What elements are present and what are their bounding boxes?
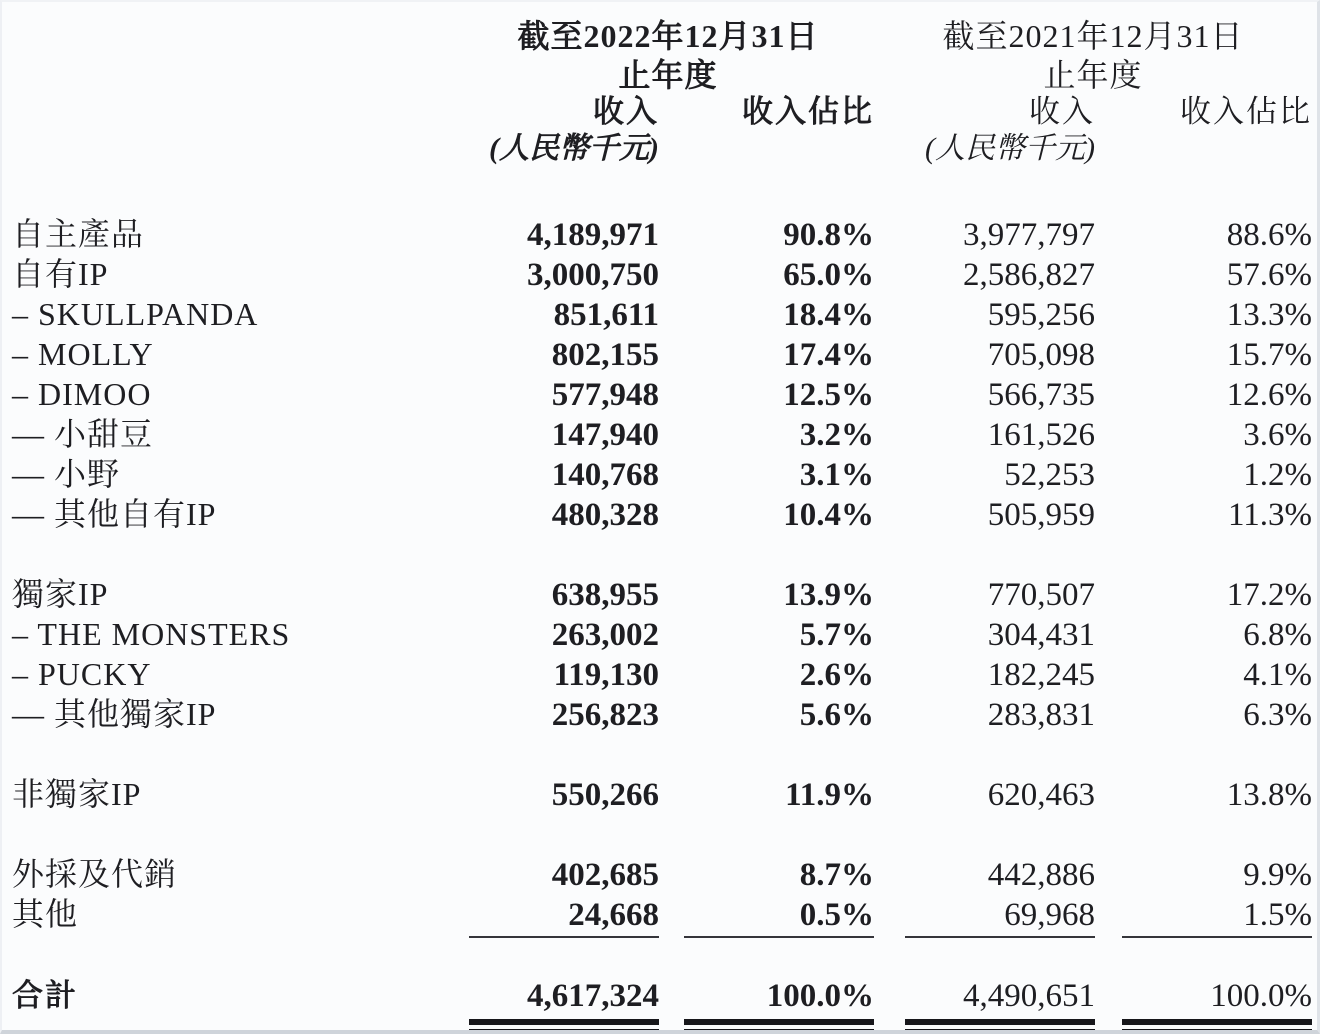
- unit-label-2022: (人民幣千元): [489, 132, 659, 165]
- total-share-2021: 100.0%: [1210, 978, 1312, 1014]
- revenue-2021-value: 283,831: [987, 697, 1095, 733]
- revenue-2022-value: 119,130: [553, 657, 659, 693]
- share-2021-value: 17.2%: [1226, 577, 1312, 613]
- revenue-2021-value: 304,431: [987, 617, 1095, 653]
- revenue-2021-value: 770,507: [987, 577, 1095, 613]
- share-2021-value: 4.1%: [1243, 657, 1312, 693]
- share-2021-value: 6.8%: [1243, 617, 1312, 653]
- share-2021-value: 57.6%: [1226, 257, 1312, 293]
- revenue-2022-value: 550,266: [551, 777, 659, 813]
- revenue-2022-value: 3,000,750: [527, 257, 659, 293]
- header-spacer: [12, 16, 462, 56]
- share-2021-value: 6.3%: [1243, 697, 1312, 733]
- share-2022-value: 13.9%: [783, 577, 874, 613]
- table-row: [12, 774, 1312, 814]
- revenue-2022-value: 24,668: [568, 897, 659, 933]
- share-2021-value: 1.5%: [1243, 897, 1312, 933]
- share-2022-value: 11.9%: [785, 777, 874, 813]
- share-2021-value: 1.2%: [1243, 457, 1312, 493]
- total-row: [12, 976, 1312, 1016]
- table-row: [12, 694, 1312, 734]
- revenue-2021-value: 2,586,827: [963, 257, 1095, 293]
- revenue-2022-value: 140,768: [551, 457, 659, 493]
- table-header-period-row: [12, 16, 1307, 56]
- revenue-2021-value: 52,253: [1004, 457, 1095, 493]
- revenue-2022-value: 263,002: [551, 617, 659, 653]
- table-row: [12, 494, 1312, 534]
- table-row: [12, 414, 1312, 454]
- revenue-2022-value: 802,155: [551, 337, 659, 373]
- subtotal-rule-row: [12, 934, 1307, 942]
- table-row: [12, 894, 1312, 934]
- header-body-gap: [12, 168, 1307, 214]
- rule-share-2021: [1122, 936, 1312, 938]
- revenue-2021-value: 3,977,797: [963, 217, 1095, 253]
- revenue-2021-value: 69,968: [1004, 897, 1095, 933]
- share-2022-value: 5.7%: [799, 617, 874, 653]
- table-row: [12, 654, 1312, 694]
- row-label: – PUCKY: [12, 656, 152, 692]
- row-label: — 小野: [12, 456, 121, 492]
- total-revenue-2022: 4,617,324: [527, 978, 659, 1014]
- share-2022-value: 5.6%: [799, 697, 874, 733]
- table-header-period-row2: [12, 56, 1307, 94]
- pre-total-gap: [12, 942, 1307, 976]
- share-2021-value: 9.9%: [1243, 857, 1312, 893]
- section-gap: [12, 534, 1307, 574]
- column-header-share-2021: 收入佔比: [1180, 94, 1312, 129]
- share-2022-value: 65.0%: [783, 257, 874, 293]
- revenue-2021-value: 595,256: [987, 297, 1095, 333]
- share-2022-value: 18.4%: [783, 297, 874, 333]
- table-row: [12, 454, 1312, 494]
- table-row: [12, 334, 1312, 374]
- total-share-2022: 100.0%: [766, 978, 874, 1014]
- table-row: [12, 214, 1312, 254]
- row-label: – SKULLPANDA: [12, 296, 259, 332]
- total-double-rule-row: [12, 1016, 1307, 1032]
- row-label: – MOLLY: [12, 336, 154, 372]
- share-2021-value: 11.3%: [1227, 497, 1312, 533]
- row-label: – DIMOO: [12, 376, 152, 412]
- revenue-2022-value: 851,611: [553, 297, 659, 333]
- table-row: [12, 574, 1312, 614]
- row-label: – THE MONSTERS: [12, 616, 291, 652]
- share-2022-value: 17.4%: [783, 337, 874, 373]
- row-label: 自主產品: [12, 216, 145, 252]
- revenue-2022-value: 638,955: [551, 577, 659, 613]
- revenue-2021-value: 620,463: [987, 777, 1095, 813]
- double-rule-revenue-2022: [469, 1019, 659, 1032]
- revenue-2022-value: 480,328: [551, 497, 659, 533]
- share-2021-value: 88.6%: [1226, 217, 1312, 253]
- revenue-2021-value: 705,098: [987, 337, 1095, 373]
- section-gap: [12, 734, 1307, 774]
- table-row: [12, 854, 1312, 894]
- share-2022-value: 3.2%: [799, 417, 874, 453]
- share-2022-value: 2.6%: [799, 657, 874, 693]
- rule-revenue-2021: [905, 936, 1095, 938]
- double-rule-share-2022: [684, 1019, 874, 1032]
- double-rule-share-2021: [1122, 1019, 1312, 1032]
- column-header-revenue-2021: 收入: [1029, 94, 1095, 129]
- revenue-2021-value: 505,959: [987, 497, 1095, 533]
- revenue-2021-value: 442,886: [987, 857, 1095, 893]
- row-label: 外採及代銷: [12, 856, 178, 892]
- share-2021-value: 13.8%: [1226, 777, 1312, 813]
- revenue-2021-value: 182,245: [987, 657, 1095, 693]
- row-label: 獨家IP: [12, 576, 109, 612]
- period-2022-title: 截至2022年12月31日: [517, 18, 819, 54]
- column-header-share-2022: 收入佔比: [742, 94, 874, 129]
- unit-label-2021: (人民幣千元): [925, 132, 1095, 165]
- period-2021-title: 截至2021年12月31日: [942, 18, 1244, 54]
- share-2021-value: 15.7%: [1226, 337, 1312, 373]
- double-rule-revenue-2021: [905, 1019, 1095, 1032]
- share-2022-value: 3.1%: [799, 457, 874, 493]
- row-label: 自有IP: [12, 256, 109, 292]
- period-2022-subtitle: 止年度: [618, 57, 718, 93]
- total-label: 合計: [12, 978, 78, 1013]
- row-label: — 小甜豆: [12, 416, 154, 452]
- share-2021-value: 3.6%: [1243, 417, 1312, 453]
- table-body: [12, 214, 1312, 934]
- row-label: 非獨家IP: [12, 776, 142, 812]
- share-2022-value: 10.4%: [783, 497, 874, 533]
- revenue-2021-value: 161,526: [987, 417, 1095, 453]
- section-gap: [12, 814, 1307, 854]
- total-revenue-2021: 4,490,651: [963, 978, 1095, 1014]
- share-2022-value: 8.7%: [799, 857, 874, 893]
- table-row: [12, 294, 1312, 334]
- revenue-2022-value: 577,948: [551, 377, 659, 413]
- share-2021-value: 12.6%: [1226, 377, 1312, 413]
- revenue-2022-value: 256,823: [551, 697, 659, 733]
- table-row: [12, 254, 1312, 294]
- revenue-2022-value: 4,189,971: [527, 217, 659, 253]
- table-row: [12, 374, 1312, 414]
- table-header-columns-row: [12, 94, 1312, 130]
- revenue-2022-value: 147,940: [551, 417, 659, 453]
- share-2022-value: 0.5%: [799, 897, 874, 933]
- share-2022-value: 12.5%: [783, 377, 874, 413]
- row-label: — 其他自有IP: [12, 496, 217, 532]
- period-2021-subtitle: 止年度: [1043, 57, 1143, 93]
- rule-revenue-2022: [469, 936, 659, 938]
- share-2022-value: 90.8%: [783, 217, 874, 253]
- rule-share-2022: [684, 936, 874, 938]
- column-header-revenue-2022: 收入: [593, 94, 659, 129]
- header-spacer: [12, 56, 462, 94]
- table-header-unit-row: [12, 130, 1307, 168]
- table-row: [12, 614, 1312, 654]
- row-label: — 其他獨家IP: [12, 696, 217, 732]
- revenue-2022-value: 402,685: [551, 857, 659, 893]
- share-2021-value: 13.3%: [1226, 297, 1312, 333]
- row-label: 其他: [12, 896, 79, 932]
- revenue-2021-value: 566,735: [987, 377, 1095, 413]
